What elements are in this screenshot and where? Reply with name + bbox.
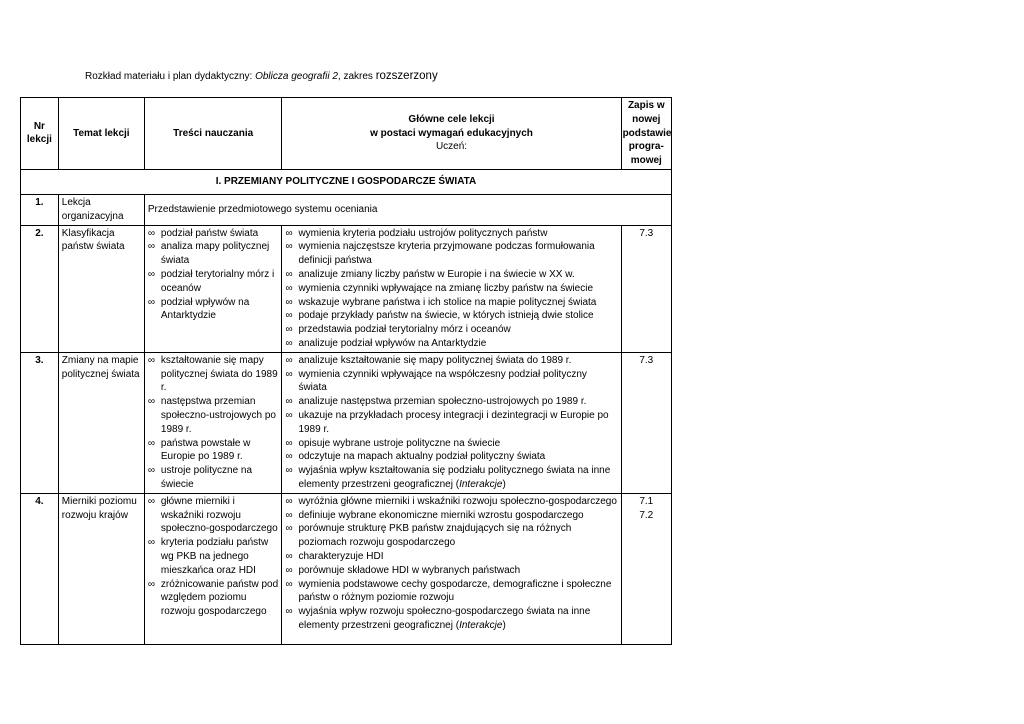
list-item-text: wymienia czynniki wpływające na współczesny podział polityczny świata (298, 368, 587, 394)
list-item-text: podział państw świata (160, 227, 259, 239)
list-item-text: zróżnicowanie państw pod względem poziomu rozwoju gospodarczego (160, 578, 279, 618)
lesson-goals (282, 352, 621, 493)
infinity-bullet-icon: ∞ (285, 396, 293, 408)
infinity-bullet-icon: ∞ (285, 310, 293, 322)
infinity-bullet-icon: ∞ (285, 523, 293, 535)
infinity-bullet-icon: ∞ (285, 606, 293, 618)
list-item-text: porównuje składowe HDI w wybranych państwach (298, 564, 521, 576)
infinity-bullet-icon: ∞ (285, 451, 293, 463)
list-item (285, 564, 617, 578)
infinity-bullet-icon: ∞ (147, 354, 156, 366)
lesson-content (144, 225, 282, 352)
infinity-bullet-icon: ∞ (147, 227, 156, 239)
list-item (285, 437, 617, 451)
list-item-text: wymienia podstawowe cechy gospodarcze, demograficzne i społeczne państw o różnym poziomie rozwoju (298, 578, 612, 604)
goals-list (285, 227, 617, 351)
list-item-text: podział wpływów na Antarktydzie (160, 296, 250, 322)
infinity-bullet-icon: ∞ (147, 396, 156, 408)
list-item-text: charakteryzuje HDI (298, 550, 384, 562)
infinity-bullet-icon: ∞ (147, 241, 156, 253)
list-item (148, 437, 279, 465)
infinity-bullet-icon: ∞ (147, 578, 156, 590)
header-goals-line2: w postaci wymagań edukacyjnych (370, 127, 533, 139)
list-item-text: główne mierniki i wskaźniki rozwoju społeczno-gospodarczego (160, 495, 278, 535)
infinity-bullet-icon: ∞ (285, 509, 293, 521)
title-book: Oblicza geografii 2 (255, 71, 338, 82)
lesson-topic: Zmiany na mapie politycznej świata (58, 352, 144, 493)
infinity-bullet-icon: ∞ (285, 268, 293, 280)
infinity-bullet-icon: ∞ (285, 354, 293, 366)
section-heading: I. PRZEMIANY POLITYCZNE I GOSPODARCZE ŚWIATA (21, 169, 672, 194)
lesson-goals (282, 493, 621, 644)
list-item-text: kształtowanie się mapy politycznej świata do 1989 r. (160, 354, 278, 394)
curriculum-code: 7.3 (621, 225, 671, 352)
list-item (285, 395, 617, 409)
list-item-text: państwa powstałe w Europie po 1989 r. (160, 437, 251, 463)
curriculum-code-1: 7.1 (639, 495, 654, 507)
curriculum-code: 7.3 (621, 352, 671, 493)
infinity-bullet-icon: ∞ (147, 437, 156, 449)
content-list (148, 227, 279, 324)
title-middle: , zakres (337, 71, 376, 82)
infinity-bullet-icon: ∞ (285, 324, 293, 336)
list-item (285, 240, 617, 268)
goal-emphasis: Interakcje (459, 478, 503, 490)
infinity-bullet-icon: ∞ (285, 564, 293, 576)
header-goals-sub: Uczeń: (435, 141, 468, 153)
lesson-intro: Przedstawienie przedmiotowego systemu oceniania (144, 194, 671, 225)
list-item (285, 495, 617, 509)
list-item (285, 354, 617, 368)
lesson-goals (282, 225, 621, 352)
goal-text: wyjaśnia wpływ rozwoju społeczno-gospodarczego świata na inne elementy przestrzeni geograficznej ( (298, 606, 591, 631)
list-item (285, 409, 617, 437)
goal-text: wyjaśnia wpływ kształtowania się podziału politycznego świata na inne elementy przestrzeni geograficznej ( (298, 465, 611, 490)
list-item-text: ukazuje na przykładach procesy integracji i dezintegracji w Europie po 1989 r. (298, 409, 609, 435)
infinity-bullet-icon: ∞ (285, 409, 293, 421)
list-item (285, 323, 617, 337)
list-item-text: podaje przykłady państw na świecie, w których istnieją dwie stolice (298, 310, 594, 322)
list-item (285, 282, 617, 296)
header-goals (282, 98, 621, 170)
lesson-number: 1. (21, 194, 59, 225)
list-item-text: analizuje kształtowanie się mapy politycznej świata do 1989 r. (298, 354, 572, 366)
list-item (285, 522, 617, 550)
infinity-bullet-icon: ∞ (147, 537, 156, 549)
infinity-bullet-icon: ∞ (285, 241, 293, 253)
header-nr: Nr lekcji (21, 98, 59, 170)
header-goals-line1: Główne cele lekcji (408, 113, 495, 125)
infinity-bullet-icon: ∞ (147, 296, 156, 308)
list-item-text: wymienia kryteria podziału ustrojów politycznych państw (298, 227, 548, 239)
title-scope: rozszerzony (375, 70, 438, 82)
goals-list-last (285, 464, 617, 492)
list-item (285, 450, 617, 464)
list-item-text: ustroje polityczne na świecie (160, 465, 253, 490)
list-item-text: wskazuje wybrane państwa i ich stolice na mapie politycznej świata (298, 296, 597, 308)
list-item (285, 227, 617, 241)
list-item (285, 578, 617, 606)
content-list (148, 354, 279, 492)
list-item (148, 495, 279, 536)
list-item (285, 509, 617, 523)
list-item-text: analizuje następstwa przemian społeczno-ustrojowych po 1989 r. (298, 396, 587, 408)
lesson-topic: Mierniki poziomu rozwoju krajów (58, 493, 144, 644)
infinity-bullet-icon: ∞ (285, 282, 293, 294)
list-item-text: analizuje podział wpływów na Antarktydzie (298, 337, 487, 349)
list-item (148, 354, 279, 395)
curriculum-code (621, 493, 671, 644)
header-content: Treści nauczania (144, 98, 282, 170)
table-row (21, 352, 672, 493)
document-title (85, 70, 438, 82)
list-item (148, 536, 279, 577)
list-item-text: definiuje wybrane ekonomiczne mierniki wzrostu gospodarczego (298, 509, 584, 521)
infinity-bullet-icon: ∞ (285, 495, 293, 507)
section-row (21, 169, 672, 194)
lesson-number: 3. (21, 352, 59, 493)
infinity-bullet-icon: ∞ (285, 437, 293, 449)
goal-emphasis: Interakcje (459, 619, 503, 631)
list-item-text: analizuje zmiany liczby państw w Europie i na świecie w XX w. (298, 268, 575, 280)
list-item (148, 227, 279, 241)
list-item-text: analiza mapy politycznej świata (160, 241, 270, 267)
list-item-text: wymienia najczęstsze kryteria przyjmowane podczas formułowania definicji państwa (298, 241, 595, 267)
list-item-text: wymienia czynniki wpływające na zmianę liczby państw na świecie (298, 282, 594, 294)
table-row (21, 194, 672, 225)
goal-end: ) (502, 619, 506, 631)
lesson-number: 4. (21, 493, 59, 644)
list-item (148, 578, 279, 619)
list-item-text: opisuje wybrane ustroje polityczne na świecie (298, 437, 501, 449)
list-item-text: porównuje strukturę PKB państw znajdujących się na różnych poziomach rozwoju gospodarczego (298, 523, 572, 549)
list-item-text: kryteria podziału państw wg PKB na jednego mieszkańca oraz HDI (160, 537, 269, 576)
list-item (148, 296, 279, 324)
infinity-bullet-icon: ∞ (285, 465, 293, 477)
list-item (285, 337, 617, 351)
lesson-number: 2. (21, 225, 59, 352)
list-item-text: odczytuje na mapach aktualny podział polityczny świata (298, 451, 546, 463)
list-item-text: następstwa przemian społeczno-ustrojowych po 1989 r. (160, 396, 276, 435)
infinity-bullet-icon: ∞ (285, 296, 293, 308)
infinity-bullet-icon: ∞ (147, 495, 156, 507)
list-item (285, 464, 617, 492)
header-row (21, 98, 672, 170)
infinity-bullet-icon: ∞ (147, 268, 156, 280)
list-item (285, 605, 617, 633)
content-list (148, 495, 279, 619)
list-item-text: podział terytorialny mórz i oceanów (160, 268, 275, 294)
list-item-text: wyróżnia główne mierniki i wskaźniki rozwoju społeczno-gospodarczego (298, 495, 617, 507)
header-code: Zapis w nowej podstawie progra-mowej (621, 98, 671, 170)
infinity-bullet-icon: ∞ (285, 550, 293, 562)
list-item-text: przedstawia podział terytorialny mórz i oceanów (298, 324, 511, 336)
infinity-bullet-icon: ∞ (285, 578, 293, 590)
lesson-topic: Lekcja organizacyjna (58, 194, 144, 225)
header-topic: Temat lekcji (58, 98, 144, 170)
list-item (148, 268, 279, 296)
infinity-bullet-icon: ∞ (285, 227, 293, 239)
goals-list (285, 354, 617, 464)
list-item (148, 240, 279, 268)
infinity-bullet-icon: ∞ (285, 368, 293, 380)
table-row (21, 225, 672, 352)
title-prefix: Rozkład materiału i plan dydaktyczny: (85, 71, 256, 82)
list-item (285, 309, 617, 323)
goal-end: ) (502, 478, 506, 490)
list-item (148, 395, 279, 436)
lesson-content (144, 493, 282, 644)
table-row (21, 493, 672, 644)
list-item (285, 268, 617, 282)
list-item (285, 550, 617, 564)
list-item (285, 296, 617, 310)
lesson-plan-table (20, 97, 672, 645)
lesson-topic: Klasyfikacja państw świata (58, 225, 144, 352)
infinity-bullet-icon: ∞ (147, 465, 156, 477)
list-item (148, 464, 279, 492)
lesson-content (144, 352, 282, 493)
goals-list-last (285, 605, 617, 633)
infinity-bullet-icon: ∞ (285, 337, 293, 349)
list-item (285, 368, 617, 396)
goals-list (285, 495, 617, 605)
curriculum-code-2: 7.2 (639, 509, 654, 521)
